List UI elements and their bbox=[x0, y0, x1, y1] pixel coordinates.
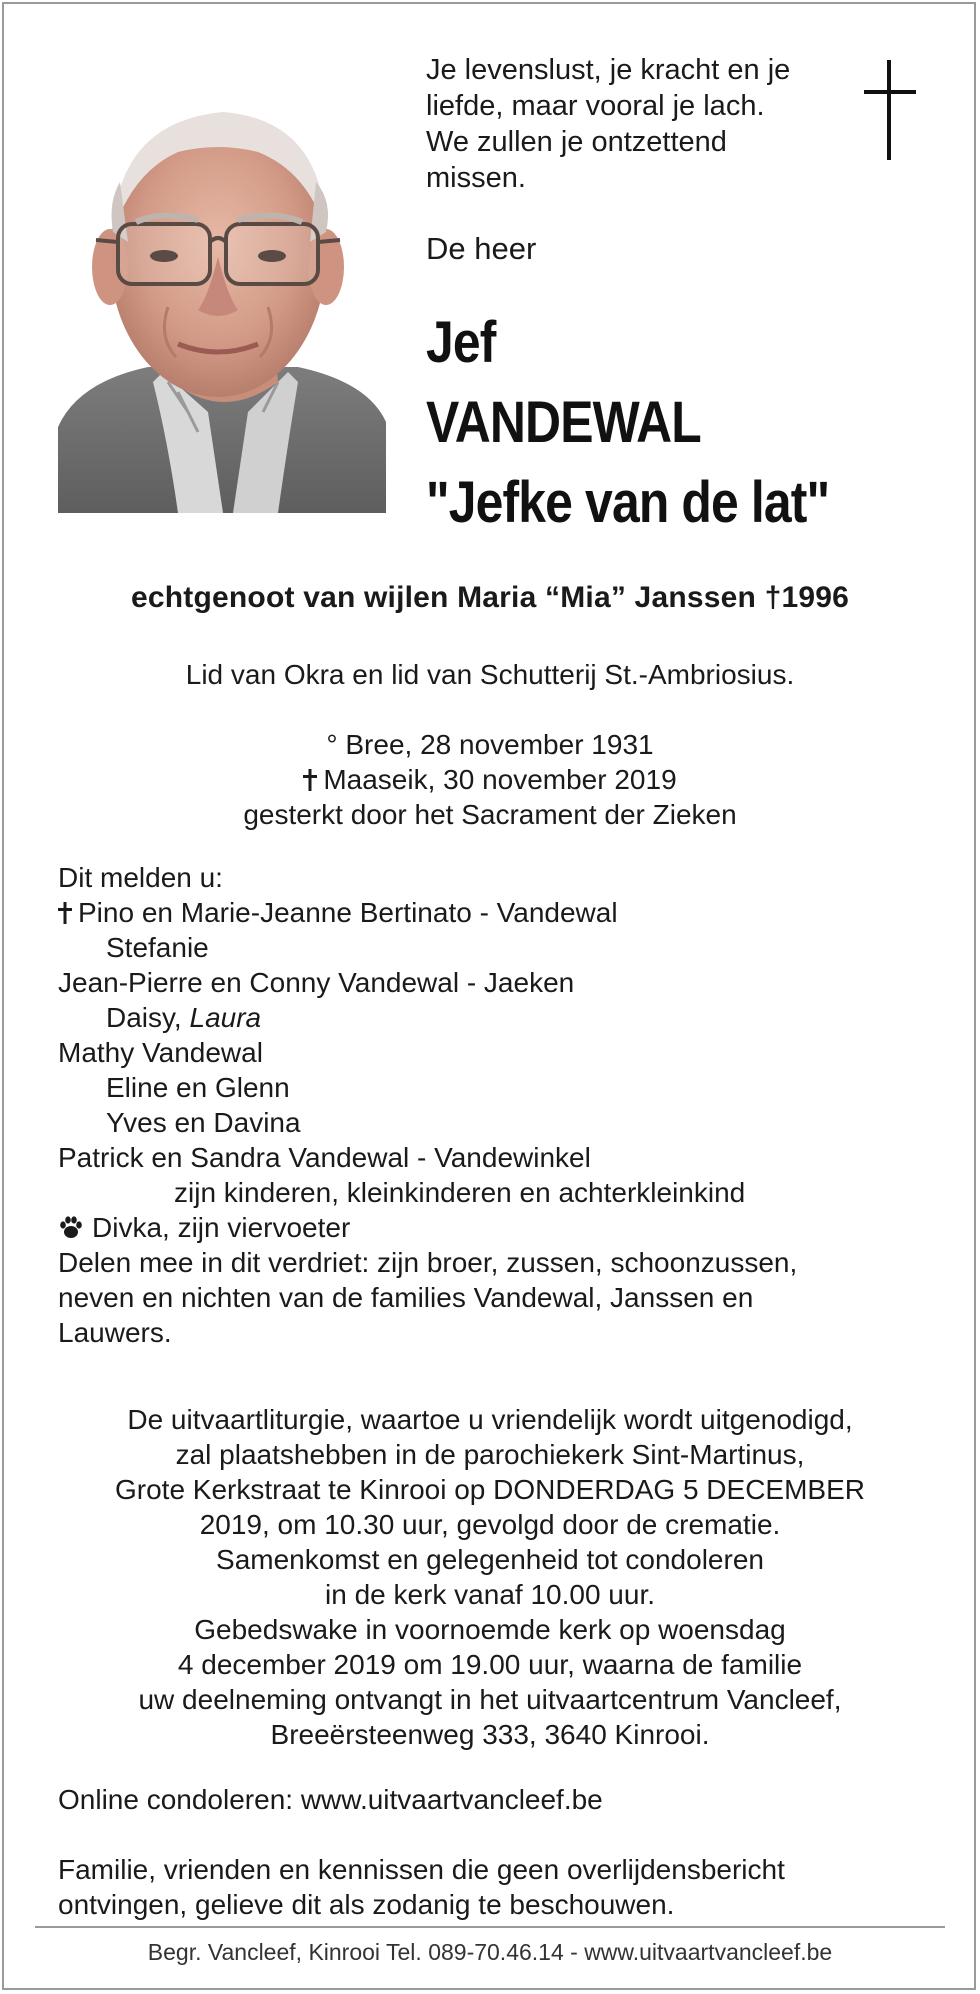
closing-line: ontvingen, gelieve dit als zodanig te beschouwen. bbox=[58, 1889, 675, 1920]
death-line bbox=[0, 762, 980, 797]
footer-credit: Begr. Vancleef, Kinrooi Tel. 089-70.46.14 - www.uitvaartvancleef.be bbox=[147, 1939, 833, 1965]
family-text: Divka, zijn viervoeter bbox=[92, 1212, 351, 1243]
last-name: VANDEWAL bbox=[426, 390, 701, 455]
ceremony-line: Samenkomst en gelegenheid tot condoleren bbox=[216, 1544, 764, 1575]
family-line bbox=[58, 1210, 938, 1245]
family-intro: Dit melden u: bbox=[58, 862, 223, 893]
salutation: De heer bbox=[426, 231, 537, 266]
family-list bbox=[58, 860, 938, 1350]
family-line bbox=[58, 1000, 938, 1035]
quote-line: We zullen je ontzettend bbox=[426, 126, 727, 158]
closing-line: Familie, vrienden en kennissen die geen overlijdensbericht bbox=[58, 1854, 785, 1885]
family-line: Jean-Pierre en Conny Vandewal - Jaeken bbox=[58, 967, 575, 998]
ceremony-line: Breeërsteenweg 333, 3640 Kinrooi. bbox=[270, 1719, 710, 1750]
latin-cross-icon bbox=[858, 60, 922, 160]
memorial-quote bbox=[426, 52, 846, 196]
ceremony-line: uw deelneming ontvangt in het uitvaartcentrum Vancleef, bbox=[138, 1684, 842, 1715]
ceremony-line: 4 december 2019 om 19.00 uur, waarna de familie bbox=[177, 1649, 803, 1680]
nickname: "Jefke van de lat" bbox=[426, 470, 830, 535]
family-line: Yves en Davina bbox=[106, 1107, 301, 1138]
ceremony-line: De uitvaartliturgie, waartoe u vriendelijk wordt uitgenodigd, bbox=[127, 1404, 853, 1435]
portrait-photo bbox=[58, 82, 386, 513]
quote-line: Je levenslust, je kracht en je bbox=[426, 54, 791, 86]
family-line: Patrick en Sandra Vandewal - Vandewinkel bbox=[58, 1142, 591, 1173]
family-line: Eline en Glenn bbox=[106, 1072, 290, 1103]
online-condolence: Online condoleren: www.uitvaartvancleef.be bbox=[58, 1784, 603, 1815]
quote-line: missen. bbox=[426, 162, 526, 194]
death-text: Maaseik, 30 november 2019 bbox=[323, 764, 677, 795]
family-line: neven en nichten van de families Vandewal, Janssen en bbox=[58, 1282, 754, 1313]
grandchild-name: Daisy, bbox=[106, 1002, 190, 1033]
first-name: Jef bbox=[426, 310, 496, 375]
family-text: Pino en Marie-Jeanne Bertinato - Vandewal bbox=[78, 897, 618, 928]
spouse-line: echtgenoot van wijlen Maria “Mia” Janssen †1996 bbox=[131, 581, 849, 614]
membership: Lid van Okra en lid van Schutterij St.-Ambriosius. bbox=[185, 659, 795, 690]
family-line: zijn kinderen, kleinkinderen en achterkleinkind bbox=[174, 1177, 746, 1208]
family-line: Delen mee in dit verdriet: zijn broer, zussen, schoonzussen, bbox=[58, 1247, 798, 1278]
family-line: Lauwers. bbox=[58, 1317, 172, 1348]
dagger-icon bbox=[303, 764, 317, 799]
birth-line: ° Bree, 28 november 1931 bbox=[326, 729, 654, 760]
family-line bbox=[58, 895, 938, 930]
family-line: Mathy Vandewal bbox=[58, 1037, 263, 1068]
quote-line: liefde, maar vooral je lach. bbox=[426, 90, 765, 122]
ceremony-line: 2019, om 10.30 uur, gevolgd door de crematie. bbox=[199, 1509, 781, 1540]
family-line: Stefanie bbox=[106, 932, 209, 963]
closing-note bbox=[58, 1852, 938, 1922]
grandchild-name-italic: Laura bbox=[189, 1002, 262, 1033]
ceremony-line: Grote Kerkstraat te Kinrooi op DONDERDAG 5 DECEMBER bbox=[114, 1474, 865, 1505]
paw-print-icon bbox=[58, 1213, 84, 1239]
ceremony-line: Gebedswake in voornoemde kerk op woensdag bbox=[194, 1614, 786, 1645]
footer-divider bbox=[35, 1926, 945, 1928]
sacrament-line: gesterkt door het Sacrament der Zieken bbox=[243, 799, 737, 830]
ceremony-block bbox=[0, 1402, 980, 1752]
ceremony-line: in de kerk vanaf 10.00 uur. bbox=[325, 1579, 655, 1610]
ceremony-line: zal plaatshebben in de parochiekerk Sint-Martinus, bbox=[175, 1439, 805, 1470]
dagger-icon bbox=[58, 897, 72, 932]
